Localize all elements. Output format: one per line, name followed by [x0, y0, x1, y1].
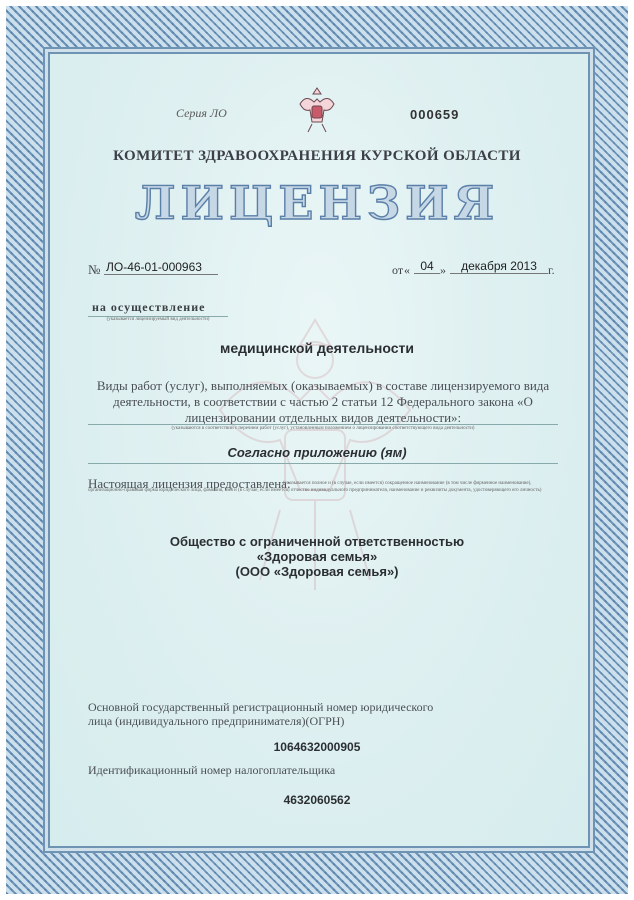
organization-line-3: (ООО «Здоровая семья»): [235, 564, 399, 579]
ogrn-value: 1064632000905: [273, 740, 361, 754]
divider: [88, 463, 558, 464]
license-number-prefix: №: [88, 262, 101, 277]
works-text: Виды работ (услуг), выполняемых (оказываемых) в составе лицензируемого вида деятельности, в соответствии с частью 2 статьи 12 Федерального закона «О лицензировании отдельных видов деятельности»:: [96, 378, 550, 425]
inn-label: Идентификационный номер налогоплательщика: [88, 763, 336, 777]
date-day: 04: [414, 259, 440, 274]
inn-value: 4632060562: [283, 793, 351, 807]
organization-line-2: «Здоровая семья»: [256, 549, 378, 564]
date-prefix: от: [392, 263, 404, 277]
blank-number: 000659: [410, 107, 460, 122]
ogrn-label: Основной государственный регистрационный номер юридического лица (индивидуального предпринимателя)(ОГРН): [88, 700, 434, 728]
date-year-suffix: г.: [548, 263, 555, 277]
activity-value: медицинской деятельности: [219, 340, 415, 356]
issuer-name: КОМИТЕТ ЗДРАВООХРАНЕНИЯ КУРСКОЙ ОБЛАСТИ: [113, 148, 521, 164]
document-title: ЛИЦЕНЗИЯ: [134, 176, 500, 230]
organization-name: [0, 534, 634, 579]
date-quote-open: «: [404, 263, 410, 277]
date-month-year: декабря 2013: [450, 259, 548, 274]
activity-label: на осуществление: [92, 300, 206, 314]
granted-label: Настоящая лицензия предоставлена:: [88, 476, 291, 491]
organization-line-1: Общество с ограниченной ответственностью: [169, 534, 465, 549]
granted-hint: (указывается полное и (в случае, если имеется) сокращенное наименование (в том числе фирменное наименование), организационно-правовая форма юридического лица, фамилия, имя и (в случае, если имеется) отчество индивидуального предпринимателя, наименование и реквизиты документа, удостоверяющего его личность): [88, 481, 542, 493]
works-hint: (указываются в соответствии с перечнем работ (услуг), установленным положением о лицензировании соответствующего вида деятельности): [88, 424, 558, 431]
series-label: Серия ЛО: [176, 106, 227, 120]
date-quote-close: »: [440, 263, 446, 277]
activity-hint: (указывается лицензируемый вид деятельности): [88, 316, 228, 322]
coat-of-arms-icon: [296, 86, 338, 134]
license-number: ЛО-46-01-000963: [104, 260, 218, 275]
works-value: Согласно приложению (ям): [227, 445, 407, 460]
